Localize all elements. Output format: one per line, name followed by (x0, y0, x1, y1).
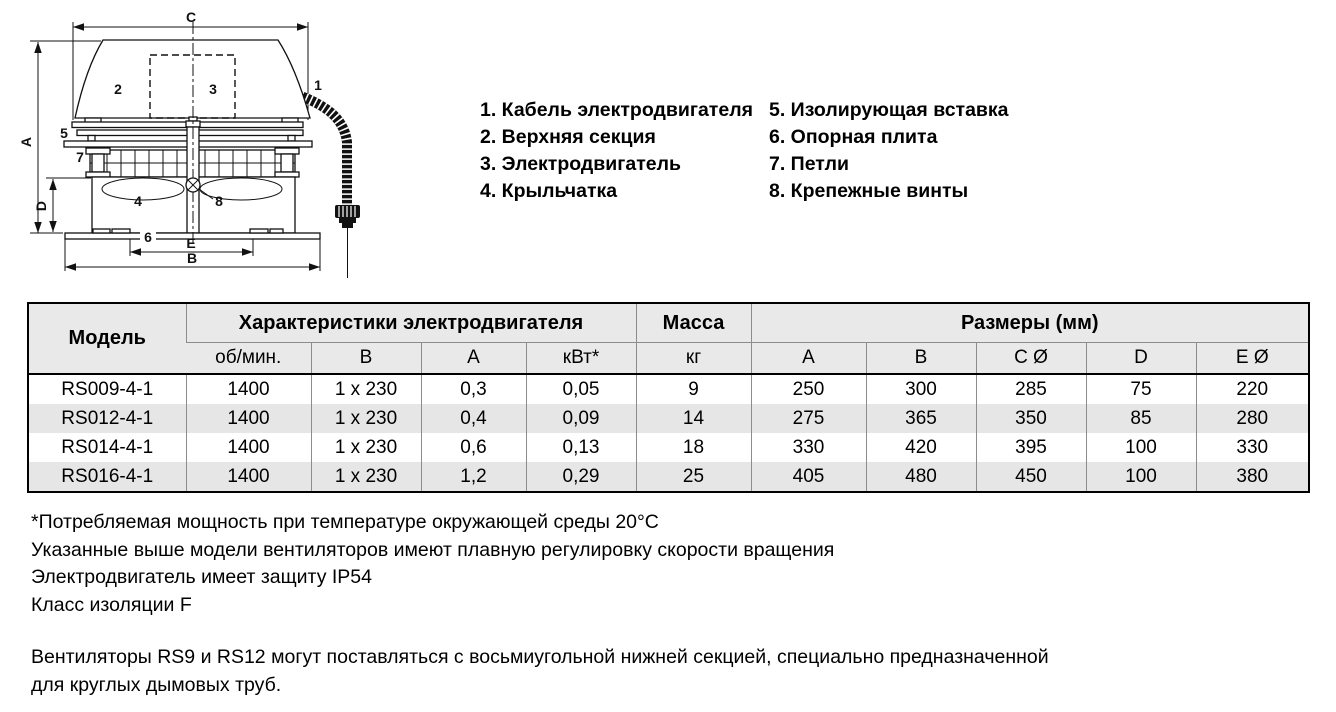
hinge-flange (275, 172, 299, 177)
legend-item: 3. Электродвигатель (480, 153, 682, 175)
cell-value: 85 (1086, 404, 1196, 433)
subheader-dim-c: C Ø (976, 343, 1086, 375)
cell-value: 1400 (186, 433, 311, 462)
part-label-hinges: 7 (76, 149, 84, 165)
footnotes (31, 509, 834, 619)
cell-value: 1 x 230 (311, 462, 421, 492)
hinge-flange (86, 148, 110, 154)
cell-value: 1 x 230 (311, 374, 421, 404)
cell-value: 100 (1086, 462, 1196, 492)
cell-value: 0,3 (421, 374, 526, 404)
cell-value: 75 (1086, 374, 1196, 404)
cell-value: 330 (751, 433, 866, 462)
cell-value: 0,09 (526, 404, 636, 433)
cell-value: 395 (976, 433, 1086, 462)
cell-value: 330 (1196, 433, 1309, 462)
footnote-line: *Потребляемая мощность при температуре окружающей среды 20°C (31, 511, 659, 533)
legend-item: 4. Крыльчатка (480, 180, 618, 202)
subheader-kg: кг (636, 343, 751, 375)
base-tab (112, 229, 130, 233)
subheader-dim-a: A (751, 343, 866, 375)
cell-value: 0,6 (421, 433, 526, 462)
group-header-motor: Характеристики электродвигателя (186, 303, 636, 343)
dim-label-c: C (185, 9, 197, 25)
base-tab (250, 229, 268, 233)
hinge-flange (275, 148, 299, 154)
cable-gland-tip (342, 223, 353, 228)
cell-value: 1 x 230 (311, 433, 421, 462)
hinge-post (281, 154, 293, 172)
group-header-mass: Масса (636, 303, 751, 343)
cell-value: 1 x 230 (311, 404, 421, 433)
cell-value: 420 (866, 433, 976, 462)
cable-gland-nut (339, 218, 356, 223)
subheader-dim-b: B (866, 343, 976, 375)
cell-value: 1400 (186, 374, 311, 404)
cell-value: 9 (636, 374, 751, 404)
cell-value: 1400 (186, 404, 311, 433)
cell-value: 285 (976, 374, 1086, 404)
table-row (28, 433, 1309, 462)
dim-label-d: D (33, 200, 49, 212)
subheader-rpm: об/мин. (186, 343, 311, 375)
subheader-volts: В (311, 343, 421, 375)
cell-model: RS014-4-1 (61, 436, 154, 458)
dim-label-b: B (186, 250, 198, 266)
legend-item: 6. Опорная плита (769, 126, 938, 148)
subheader-dim-d: D (1086, 343, 1196, 375)
col-header-model: Модель (28, 303, 186, 374)
legend-item: 7. Петли (769, 153, 849, 175)
table-row (28, 462, 1309, 492)
cell-value: 450 (976, 462, 1086, 492)
cell-value: 0,13 (526, 433, 636, 462)
cell-model: RS016-4-1 (28, 462, 186, 492)
cell-value: 480 (866, 462, 976, 492)
closing-paragraph (31, 644, 1049, 699)
cell-value: 1,2 (421, 462, 526, 492)
footnote-line: Электродвигатель имеет защиту IP54 (31, 566, 372, 588)
base-tab (93, 229, 110, 233)
cell-value: 380 (1196, 462, 1309, 492)
footnote-line: Класс изоляции F (31, 593, 192, 616)
cell-value: 1400 (186, 462, 311, 492)
hinge-post (92, 154, 104, 172)
cell-value: 18 (636, 433, 751, 462)
paragraph-line: Вентиляторы RS9 и RS12 могут поставляться с восьмиугольной нижней секцией, специально предназначенной (31, 646, 1049, 668)
cell-value: 300 (866, 374, 976, 404)
plate-spacer (288, 136, 295, 142)
part-label-fixing-screws: 8 (215, 193, 223, 209)
cell-value: 0,05 (526, 374, 636, 404)
part-label-motor: 3 (209, 81, 217, 97)
cell-value: 405 (751, 462, 866, 492)
part-label-top-section: 2 (114, 81, 122, 97)
legend-item: 1. Кабель электродвигателя (480, 99, 753, 121)
spec-table (27, 302, 1310, 493)
paragraph-line: для круглых дымовых труб. (31, 673, 282, 696)
part-label-support-plate: 6 (144, 229, 152, 245)
subheader-dim-e: E Ø (1196, 343, 1309, 375)
base-tab (270, 229, 283, 233)
cell-value: 275 (751, 404, 866, 433)
table-row (28, 374, 1309, 404)
legend-item: 5. Изолирующая вставка (769, 99, 1009, 121)
cell-value: 14 (636, 404, 751, 433)
hinge-flange (86, 172, 110, 177)
parts-legend-column-2 (769, 97, 1009, 205)
cell-model: RS009-4-1 (61, 378, 154, 400)
plate-spacer (88, 136, 95, 142)
table-row (28, 404, 1309, 433)
cell-value: 350 (976, 404, 1086, 433)
legend-item: 8. Крепежные винты (769, 180, 969, 202)
legend-item: 2. Верхняя секция (480, 126, 656, 148)
parts-legend-column-1 (480, 97, 753, 205)
part-label-cable: 1 (314, 77, 322, 93)
cell-value: 220 (1196, 374, 1309, 404)
subheader-kw: кВт* (526, 343, 636, 375)
cell-value: 100 (1086, 433, 1196, 462)
footnote-line: Указанные выше модели вентиляторов имеют плавную регулировку скорости вращения (31, 538, 835, 561)
dim-label-a: A (18, 136, 34, 148)
fan-technical-drawing (0, 0, 420, 300)
dim-label-e: E (186, 235, 196, 251)
cell-value: 365 (866, 404, 976, 433)
cell-model: RS012-4-1 (28, 404, 186, 433)
part-label-insulating-insert: 5 (60, 125, 68, 141)
cell-value: 250 (751, 374, 866, 404)
cell-value: 280 (1196, 404, 1309, 433)
group-header-dimensions: Размеры (мм) (751, 303, 1309, 343)
cell-value: 0,29 (526, 462, 636, 492)
subheader-amps: А (421, 343, 526, 375)
cell-value: 25 (636, 462, 751, 492)
part-label-impeller: 4 (134, 193, 142, 209)
cell-value: 0,4 (421, 404, 526, 433)
